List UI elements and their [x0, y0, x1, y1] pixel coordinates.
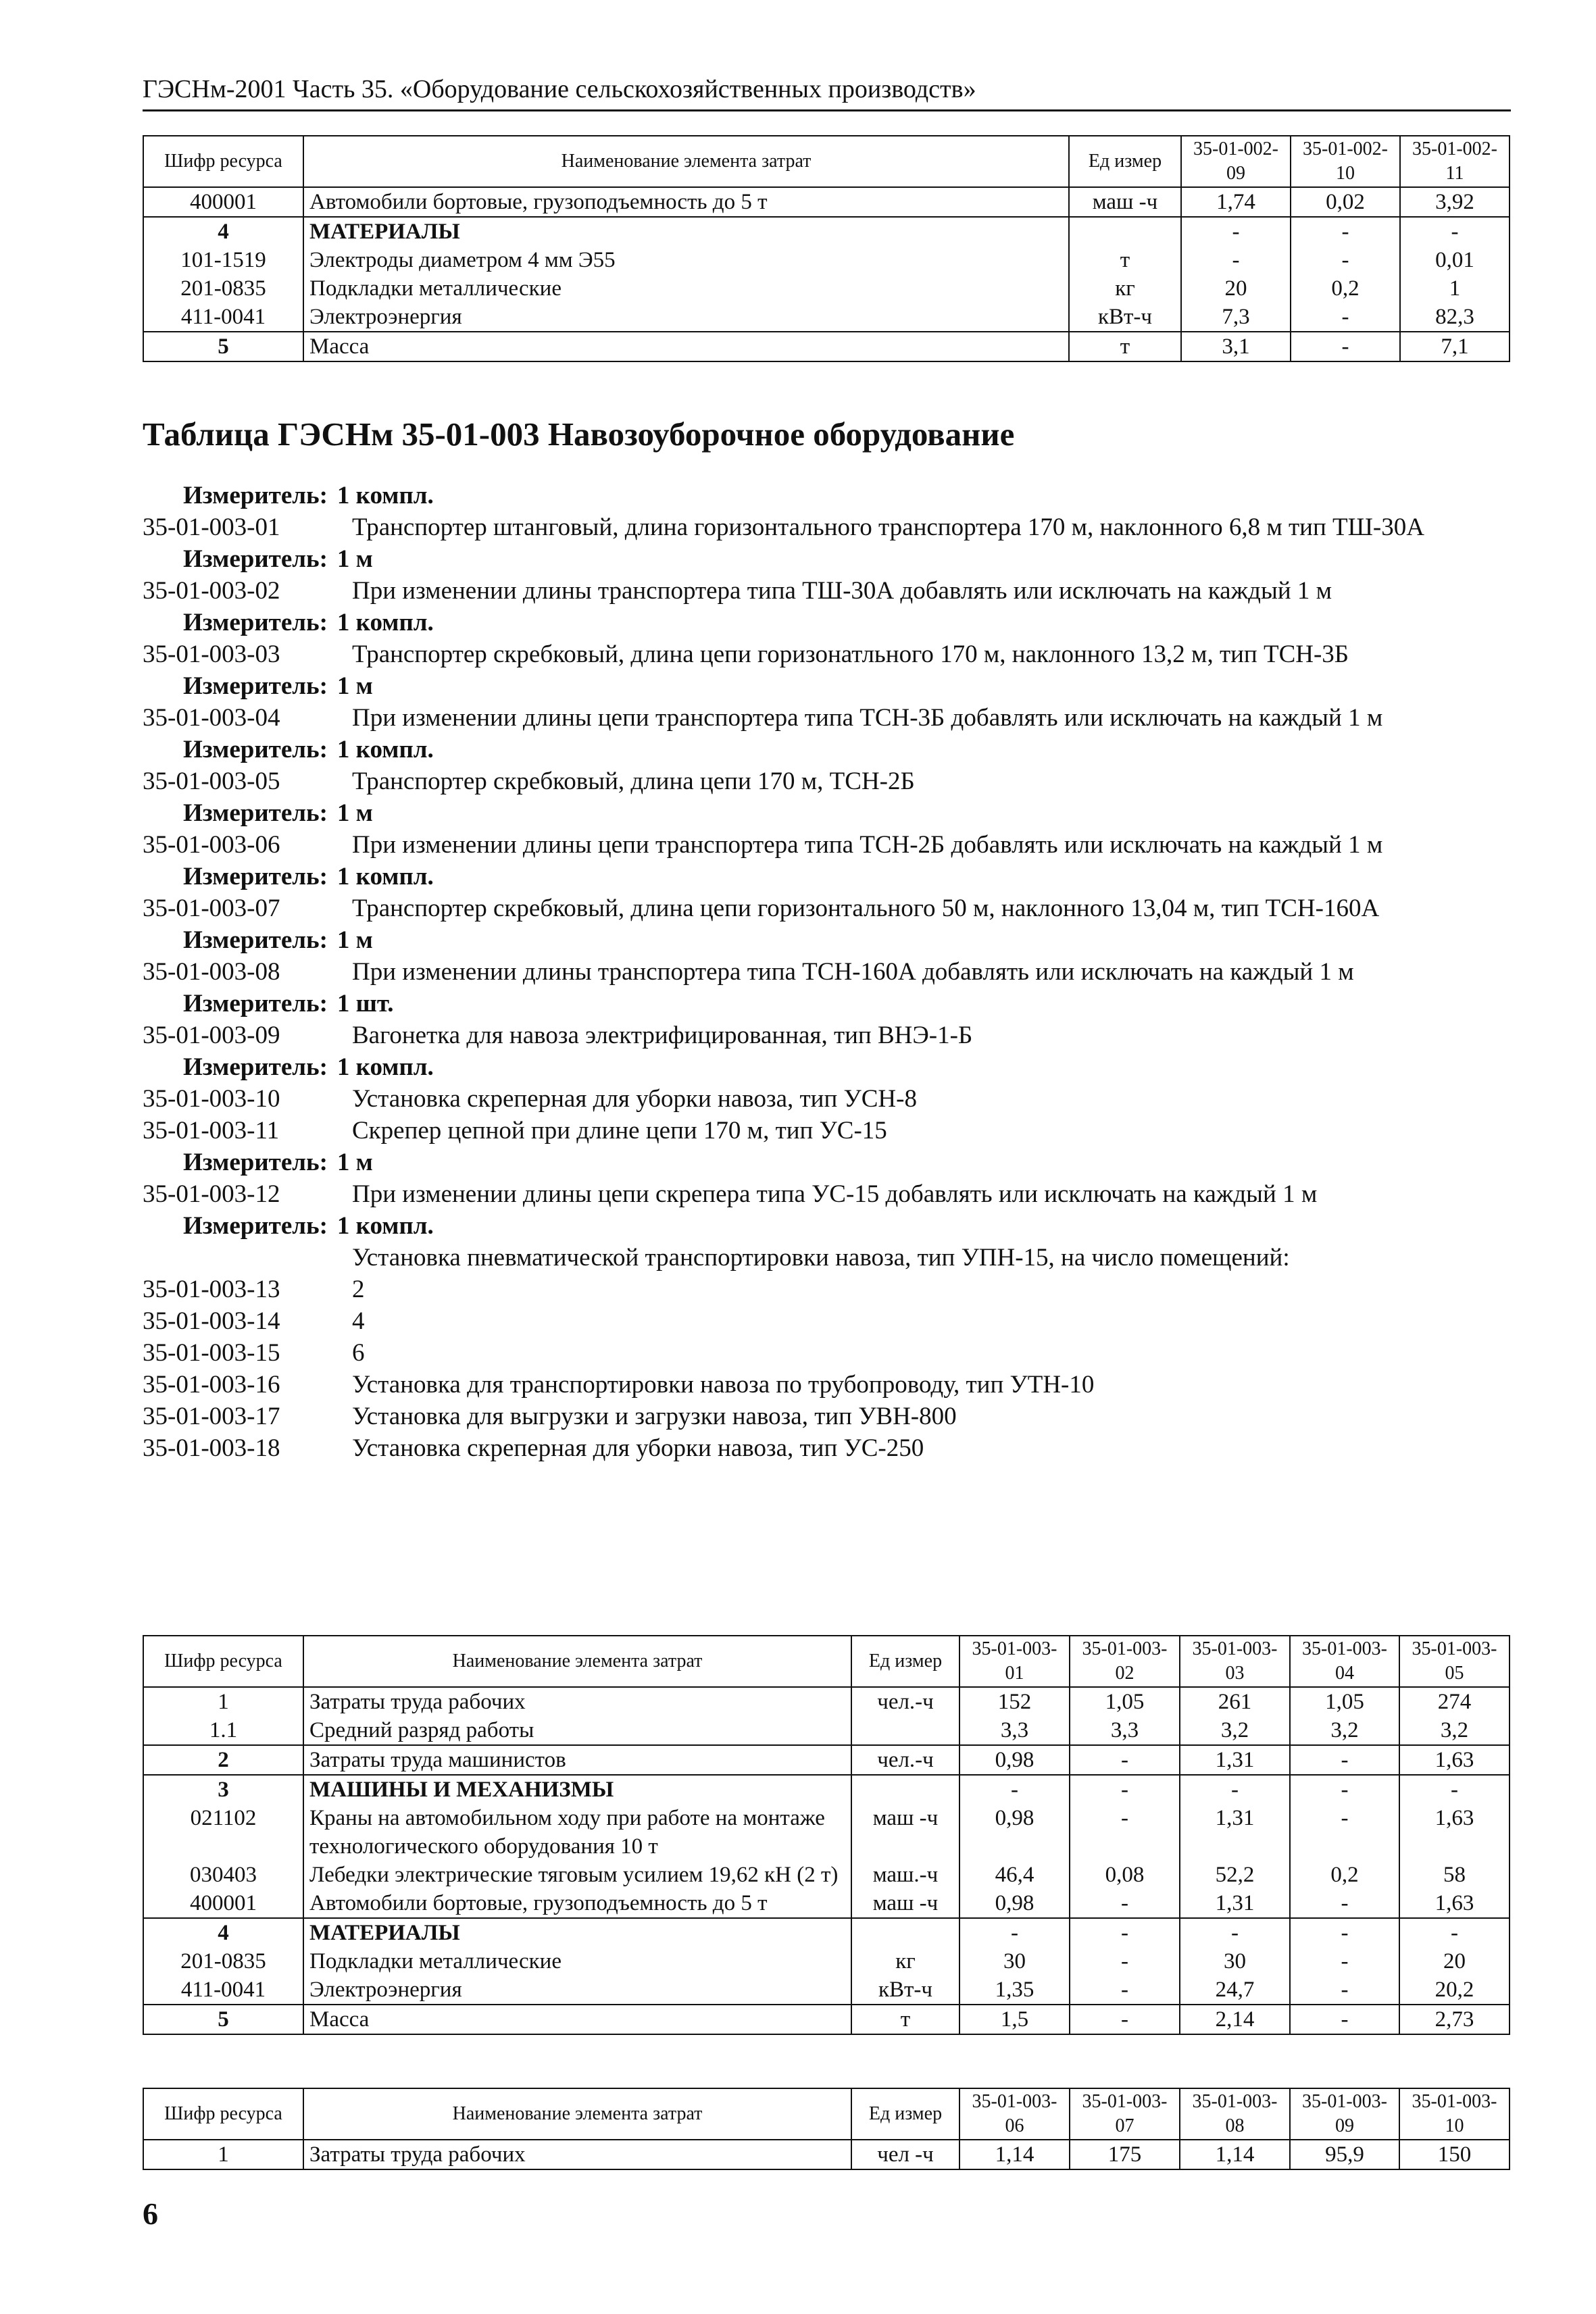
resource-value: 2,14 [1180, 2005, 1290, 2034]
item-description: Установка скреперная для уборки навоза, тип УСН-8 [352, 1085, 917, 1113]
table-row [143, 303, 1510, 332]
resource-name: Краны на автомобильном ходу при работе на монтаже технологического оборудования 10 т [303, 1804, 851, 1861]
item-description: 4 [352, 1307, 365, 1335]
item-description: При изменении длины транспортера типа ТСН-160А добавлять или исключать на каждый 1 м [352, 958, 1354, 986]
resource-value: 20,2 [1399, 1976, 1510, 2005]
item-description: Установка скреперная для уборки навоза, тип УС-250 [352, 1434, 924, 1462]
resource-value: 175 [1070, 2140, 1180, 2169]
resource-value: - [1290, 1976, 1399, 2005]
table-row [143, 217, 1510, 246]
resource-name: Масса [303, 332, 1069, 361]
resource-value: 1,63 [1399, 1745, 1510, 1775]
resource-value: - [959, 1775, 1070, 1804]
measure-value: 1 компл. [336, 482, 434, 509]
col-header-value: 35-01-003-06 [959, 2088, 1070, 2140]
resource-value: - [1291, 246, 1400, 274]
item-code: 35-01-003-17 [143, 1403, 280, 1430]
measure-unit-line [143, 670, 1511, 702]
table-row [143, 1687, 1510, 1716]
resource-value: - [1070, 1947, 1180, 1976]
col-header-value: 35-01-003-05 [1399, 1636, 1510, 1687]
col-header-value: 35-01-003-09 [1290, 2088, 1399, 2140]
resource-name: Электроэнергия [303, 1976, 851, 2005]
measure-label: Измеритель: [183, 1149, 328, 1176]
measure-value: 1 шт. [336, 990, 394, 1017]
resource-value: 1,74 [1181, 187, 1291, 217]
list-item [143, 638, 1511, 670]
col-header-unit: Ед измер [851, 2088, 959, 2140]
col-header-name: Наименование элемента затрат [303, 1636, 851, 1687]
resource-value: 3,92 [1400, 187, 1510, 217]
resource-value: 1,05 [1290, 1687, 1399, 1716]
item-code: 35-01-003-16 [143, 1371, 280, 1399]
table-header-row [143, 2088, 1510, 2140]
resource-unit: т [1069, 332, 1181, 361]
list-item [143, 702, 1511, 734]
measure-unit-line [143, 607, 1511, 638]
resource-value: 1,31 [1180, 1745, 1290, 1775]
resource-value: - [1181, 217, 1291, 246]
resource-code: 1 [143, 2140, 303, 2169]
resource-code: 201-0835 [143, 1947, 303, 1976]
measure-label: Измеритель: [183, 1212, 328, 1240]
resource-value: 1,63 [1399, 1889, 1510, 1918]
measure-unit-line [143, 1210, 1511, 1242]
resource-unit [851, 1918, 959, 1947]
resource-name: Электроэнергия [303, 303, 1069, 332]
item-description: Транспортер скребковый, длина цепи горизонатльного 170 м, наклонного 13,2 м, тип ТСН-3Б [352, 640, 1349, 668]
item-description: При изменении длины цепи транспортера типа ТСН-3Б добавлять или исключать на каждый 1 м [352, 704, 1383, 732]
measure-label: Измеритель: [183, 545, 328, 573]
resource-value: - [1399, 1775, 1510, 1804]
measure-unit-line [143, 797, 1511, 829]
resource-table-mid [143, 1635, 1510, 2035]
table-row [143, 1745, 1510, 1775]
resource-value: 0,08 [1070, 1861, 1180, 1889]
resource-value: 58 [1399, 1861, 1510, 1889]
table-row [143, 274, 1510, 303]
resource-name: Подкладки металлические [303, 274, 1069, 303]
measure-label: Измеритель: [183, 609, 328, 636]
item-description: Транспортер скребковый, длина цепи 170 м, ТСН-2Б [352, 768, 915, 795]
resource-value: 1 [1400, 274, 1510, 303]
table-row [143, 2140, 1510, 2169]
resource-value: 3,1 [1181, 332, 1291, 361]
list-item [143, 1432, 1511, 1464]
table-row [143, 1804, 1510, 1861]
resource-name: Затраты труда рабочих [303, 2140, 851, 2169]
resource-code: 021102 [143, 1804, 303, 1861]
measure-unit [143, 543, 373, 575]
resource-unit: чел -ч [851, 2140, 959, 2169]
col-header-unit: Ед измер [1069, 136, 1181, 187]
item-code: 35-01-003-14 [143, 1307, 280, 1335]
resource-unit: чел.-ч [851, 1687, 959, 1716]
item-description: 2 [352, 1276, 365, 1303]
resource-value: 3,3 [959, 1716, 1070, 1745]
col-header-value: 35-01-002-10 [1291, 136, 1400, 187]
col-header-value: 35-01-003-01 [959, 1636, 1070, 1687]
resource-name: Автомобили бортовые, грузоподъемность до 5 т [303, 187, 1069, 217]
resource-value: 0,98 [959, 1889, 1070, 1918]
list-item [143, 1369, 1511, 1401]
list-item [143, 1020, 1511, 1051]
measure-value: 1 компл. [336, 609, 434, 636]
table-row [143, 1716, 1510, 1745]
resource-value: 24,7 [1180, 1976, 1290, 2005]
resource-value: 7,3 [1181, 303, 1291, 332]
table-row [143, 187, 1510, 217]
table-row [143, 1861, 1510, 1889]
list-item [143, 1115, 1511, 1147]
page-number: 6 [143, 2196, 158, 2231]
item-description: Установка для выгрузки и загрузки навоза, тип УВН-800 [352, 1403, 957, 1430]
resource-name: МАТЕРИАЛЫ [303, 1918, 851, 1947]
resource-unit: чел.-ч [851, 1745, 959, 1775]
measure-unit-line [143, 924, 1511, 956]
resource-value: - [1291, 332, 1400, 361]
resource-value: 3,2 [1399, 1716, 1510, 1745]
resource-unit: маш -ч [1069, 187, 1181, 217]
resource-value: 261 [1180, 1687, 1290, 1716]
measure-unit [143, 861, 434, 892]
resource-code: 400001 [143, 1889, 303, 1918]
item-code: 35-01-003-13 [143, 1276, 280, 1303]
col-header-value: 35-01-003-08 [1180, 2088, 1290, 2140]
item-code: 35-01-003-01 [143, 513, 280, 541]
resource-value: 0,2 [1291, 274, 1400, 303]
resource-unit [851, 1716, 959, 1745]
item-description: Установка для транспортировки навоза по трубопроводу, тип УТН-10 [352, 1371, 1095, 1399]
measure-label: Измеритель: [183, 863, 328, 890]
resource-name: Подкладки металлические [303, 1947, 851, 1976]
measure-unit-line [143, 988, 1511, 1020]
resource-value: - [1290, 1889, 1399, 1918]
list-item [143, 1242, 1511, 1274]
resource-value: 1,31 [1180, 1804, 1290, 1861]
measure-unit-line [143, 1051, 1511, 1083]
item-code: 35-01-003-03 [143, 640, 280, 668]
table-row [143, 332, 1510, 361]
item-code: 35-01-003-18 [143, 1434, 280, 1462]
resource-unit: т [851, 2005, 959, 2034]
resource-value: - [1180, 1775, 1290, 1804]
resource-value: - [1070, 2005, 1180, 2034]
table-row [143, 246, 1510, 274]
resource-code: 5 [143, 332, 303, 361]
resource-value: 20 [1399, 1947, 1510, 1976]
resource-unit [1069, 217, 1181, 246]
col-header-value: 35-01-003-07 [1070, 2088, 1180, 2140]
measure-unit [143, 480, 434, 511]
resource-code: 411-0041 [143, 1976, 303, 2005]
resource-code: 201-0835 [143, 274, 303, 303]
measure-unit-line [143, 480, 1511, 511]
resource-unit: кВт-ч [1069, 303, 1181, 332]
resource-unit: кг [1069, 274, 1181, 303]
list-item [143, 511, 1511, 543]
resource-code: 2 [143, 1745, 303, 1775]
measure-value: 1 компл. [336, 1053, 434, 1081]
resource-value: 1,35 [959, 1976, 1070, 2005]
resource-unit: кВт-ч [851, 1976, 959, 2005]
resource-unit: маш -ч [851, 1889, 959, 1918]
resource-value: - [1291, 303, 1400, 332]
resource-code: 5 [143, 2005, 303, 2034]
resource-value: - [1070, 1976, 1180, 2005]
resource-value: 1,05 [1070, 1687, 1180, 1716]
resource-value: - [1290, 1947, 1399, 1976]
resource-value: - [1070, 1775, 1180, 1804]
item-description: Транспортер штанговый, длина горизонтального транспортера 170 м, наклонного 6,8 м тип ТШ-30А [352, 513, 1424, 541]
list-item [143, 575, 1511, 607]
resource-value: - [1400, 217, 1510, 246]
measure-unit-line [143, 543, 1511, 575]
section-heading: МАТЕРИАЛЫ [303, 217, 1069, 246]
col-header-code: Шифр ресурса [143, 1636, 303, 1687]
measure-value: 1 компл. [336, 1212, 434, 1240]
item-code: 35-01-003-10 [143, 1085, 280, 1113]
resource-value: - [1290, 2005, 1399, 2034]
measure-label: Измеритель: [183, 926, 328, 954]
item-code: 35-01-003-06 [143, 831, 280, 859]
item-description: При изменении длины транспортера типа ТШ-30А добавлять или исключать на каждый 1 м [352, 577, 1332, 605]
item-description: Вагонетка для навоза электрифицированная, тип ВНЭ-1-Б [352, 1022, 973, 1049]
item-code: 35-01-003-05 [143, 768, 280, 795]
item-code: 35-01-003-04 [143, 704, 280, 732]
resource-code: 101-1519 [143, 246, 303, 274]
resource-value: - [1290, 1745, 1399, 1775]
resource-value: 52,2 [1180, 1861, 1290, 1889]
item-code: 35-01-003-09 [143, 1022, 280, 1049]
resource-value: 1,5 [959, 2005, 1070, 2034]
resource-name: МАШИНЫ И МЕХАНИЗМЫ [303, 1775, 851, 1804]
resource-name: Лебедки электрические тяговым усилием 19,62 кН (2 т) [303, 1861, 851, 1889]
measure-label: Измеритель: [183, 736, 328, 763]
resource-name: Масса [303, 2005, 851, 2034]
list-item [143, 1337, 1511, 1369]
col-header-name: Наименование элемента затрат [303, 136, 1069, 187]
col-header-value: 35-01-002-11 [1400, 136, 1510, 187]
list-item [143, 1305, 1511, 1337]
resource-value: 1,14 [959, 2140, 1070, 2169]
resource-value: 7,1 [1400, 332, 1510, 361]
resource-value: 3,2 [1290, 1716, 1399, 1745]
measure-unit [143, 1210, 434, 1242]
table-row [143, 1775, 1510, 1804]
resource-code: 4 [143, 1918, 303, 1947]
resource-value: - [1291, 217, 1400, 246]
resource-value: - [1070, 1804, 1180, 1861]
table-row [143, 2005, 1510, 2034]
table-row [143, 1889, 1510, 1918]
resource-value: 3,3 [1070, 1716, 1180, 1745]
resource-value: 0,01 [1400, 246, 1510, 274]
resource-value: 2,73 [1399, 2005, 1510, 2034]
measure-unit [143, 797, 373, 829]
col-header-code: Шифр ресурса [143, 2088, 303, 2140]
resource-code: 030403 [143, 1861, 303, 1889]
resource-value: - [1070, 1889, 1180, 1918]
resource-value: 0,98 [959, 1804, 1070, 1861]
resource-value: 152 [959, 1687, 1070, 1716]
item-code: 35-01-003-02 [143, 577, 280, 605]
item-code: 35-01-003-12 [143, 1180, 280, 1208]
list-item [143, 1401, 1511, 1432]
measure-label: Измеритель: [183, 482, 328, 509]
measure-label: Измеритель: [183, 1053, 328, 1081]
item-code [143, 1242, 352, 1274]
resource-code: 1.1 [143, 1716, 303, 1745]
col-header-value: 35-01-003-10 [1399, 2088, 1510, 2140]
measure-label: Измеритель: [183, 799, 328, 827]
col-header-value: 35-01-002-09 [1181, 136, 1291, 187]
resource-value: 95,9 [1290, 2140, 1399, 2169]
list-item [143, 956, 1511, 988]
measure-value: 1 м [336, 926, 373, 954]
item-description: 6 [352, 1339, 365, 1367]
resource-value: 1,14 [1180, 2140, 1290, 2169]
resource-code: 3 [143, 1775, 303, 1804]
resource-unit: маш.-ч [851, 1861, 959, 1889]
measure-unit [143, 670, 373, 702]
list-item [143, 765, 1511, 797]
resource-value: - [1399, 1918, 1510, 1947]
resource-table-top [143, 135, 1510, 362]
resource-value: 20 [1181, 274, 1291, 303]
list-item [143, 1178, 1511, 1210]
section-title: Таблица ГЭСНм 35-01-003 Навозоуборочное оборудование [143, 416, 1015, 453]
table-header-row [143, 1636, 1510, 1687]
resource-value: - [959, 1918, 1070, 1947]
resource-value: 30 [1180, 1947, 1290, 1976]
table-header-row [143, 136, 1510, 187]
item-description: При изменении длины цепи скрепера типа УС-15 добавлять или исключать на каждый 1 м [352, 1180, 1318, 1208]
resource-unit: маш -ч [851, 1804, 959, 1861]
resource-code: 411-0041 [143, 303, 303, 332]
measure-label: Измеритель: [183, 672, 328, 700]
resource-value: 1,63 [1399, 1804, 1510, 1861]
resource-value: 0,98 [959, 1745, 1070, 1775]
resource-value: 3,2 [1180, 1716, 1290, 1745]
resource-name: Средний разряд работы [303, 1716, 851, 1745]
measure-value: 1 м [336, 1149, 373, 1176]
resource-value: 82,3 [1400, 303, 1510, 332]
list-item [143, 1083, 1511, 1115]
header-rule [143, 109, 1511, 111]
col-header-code: Шифр ресурса [143, 136, 303, 187]
resource-value: - [1070, 1745, 1180, 1775]
col-header-value: 35-01-003-04 [1290, 1636, 1399, 1687]
item-code: 35-01-003-08 [143, 958, 280, 986]
resource-value: - [1290, 1918, 1399, 1947]
measure-unit-line [143, 861, 1511, 892]
measure-value: 1 компл. [336, 736, 434, 763]
item-code: 35-01-003-15 [143, 1339, 280, 1367]
measure-label: Измеритель: [183, 990, 328, 1017]
measure-value: 1 м [336, 672, 373, 700]
resource-code: 1 [143, 1687, 303, 1716]
resource-value: 1,31 [1180, 1889, 1290, 1918]
resource-value: - [1181, 246, 1291, 274]
resource-value: 0,02 [1291, 187, 1400, 217]
measure-unit [143, 607, 434, 638]
resource-code: 4 [143, 217, 303, 246]
list-item [143, 892, 1511, 924]
resource-value: - [1070, 1918, 1180, 1947]
resource-name: Электроды диаметром 4 мм Э55 [303, 246, 1069, 274]
running-header: ГЭСНм-2001 Часть 35. «Оборудование сельскохозяйственных производств» [143, 75, 976, 103]
col-header-name: Наименование элемента затрат [303, 2088, 851, 2140]
resource-unit [851, 1775, 959, 1804]
resource-value: - [1290, 1775, 1399, 1804]
measure-unit [143, 734, 434, 765]
resource-value: - [1180, 1918, 1290, 1947]
measure-value: 1 м [336, 799, 373, 827]
measure-value: 1 м [336, 545, 373, 573]
measure-unit-line [143, 1147, 1511, 1178]
resource-unit: т [1069, 246, 1181, 274]
resource-name: Автомобили бортовые, грузоподъемность до 5 т [303, 1889, 851, 1918]
measure-unit [143, 988, 394, 1020]
col-header-value: 35-01-003-03 [1180, 1636, 1290, 1687]
resource-name: Затраты труда рабочих [303, 1687, 851, 1716]
item-description: Транспортер скребковый, длина цепи горизонтального 50 м, наклонного 13,04 м, тип ТСН-160А [352, 895, 1380, 922]
resource-table-bottom [143, 2088, 1510, 2170]
resource-value: 30 [959, 1947, 1070, 1976]
item-description: При изменении длины цепи транспортера типа ТСН-2Б добавлять или исключать на каждый 1 м [352, 831, 1383, 859]
resource-unit: кг [851, 1947, 959, 1976]
item-code: 35-01-003-07 [143, 895, 280, 922]
item-list [143, 480, 1511, 1464]
measure-unit [143, 1051, 434, 1083]
list-item [143, 829, 1511, 861]
resource-value: 46,4 [959, 1861, 1070, 1889]
table-row [143, 1918, 1510, 1947]
measure-unit [143, 1147, 373, 1178]
resource-value: 150 [1399, 2140, 1510, 2169]
item-code: 35-01-003-11 [143, 1117, 280, 1145]
resource-value: 274 [1399, 1687, 1510, 1716]
resource-value: - [1290, 1804, 1399, 1861]
list-item [143, 1274, 1511, 1305]
item-description: Скрепер цепной при длине цепи 170 м, тип УС-15 [352, 1117, 887, 1145]
table-row [143, 1947, 1510, 1976]
col-header-value: 35-01-003-02 [1070, 1636, 1180, 1687]
measure-value: 1 компл. [336, 863, 434, 890]
table-row [143, 1976, 1510, 2005]
resource-name: Затраты труда машинистов [303, 1745, 851, 1775]
resource-code: 400001 [143, 187, 303, 217]
measure-unit [143, 924, 373, 956]
resource-value: 0,2 [1290, 1861, 1399, 1889]
measure-unit-line [143, 734, 1511, 765]
col-header-unit: Ед измер [851, 1636, 959, 1687]
item-description: Установка пневматической транспортировки навоза, тип УПН-15, на число помещений: [352, 1244, 1290, 1272]
